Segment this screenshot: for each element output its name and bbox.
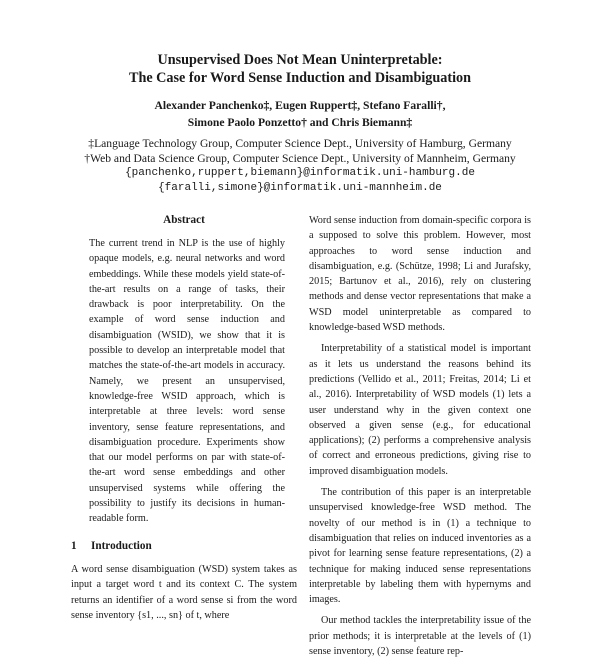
email-hamburg: {panchenko,ruppert,biemann}@informatik.uni-hamburg.de xyxy=(125,167,475,179)
right-column xyxy=(309,213,531,665)
left-column xyxy=(71,213,297,629)
affiliations xyxy=(0,136,600,196)
intro-paragraph: A word sense disambiguation (WSD) system takes as input a target word t and its context C. The system returns an identifier of a word sense si from the word sense inventory {s1, ..., sn} of t, where xyxy=(71,563,297,621)
title-line-1: Unsupervised Does Not Mean Uninterpretable: xyxy=(157,52,443,68)
section-title: Introduction xyxy=(91,539,152,552)
paragraph-wsi: Word sense induction from domain-specific corpora is a supposed to solve this problem. However, most approaches to word sense induction and disambiguation, e.g. (Schütze, 1998; Li and Jurafsky, 2015; Bartunov et al., 2016), rely on clustering methods and dense vector representations that make a WSD model uninterpretable as compared to knowledge-based WSD methods. xyxy=(309,215,531,334)
affiliation-mannheim: †Web and Data Science Group, Computer Science Dept., University of Mannheim, Germany xyxy=(84,152,516,165)
paragraph-interpretability: Interpretability of a statistical model is important as it lets us understand the reasons behind its predictions (Vellido et al., 2011; Freitas, 2014; Li et al., 2016). Interpretability of WSD models (1) lets a user understand why in the given context one observed a given sense (e.g., for educational applications); (2) performs a comprehensive analysis of correct and erroneous predictions, giving rise to improved disambiguation models. xyxy=(309,343,531,477)
authors-line-2: Simone Paolo Ponzetto† and Chris Biemann‡ xyxy=(187,116,413,129)
paragraph-contribution: The contribution of this paper is an interpretable unsupervised knowledge-free WSD method. The novelty of our method is in (1) a technique to disambiguation that relies on induced inventories as a pivot for learning sense feature representations, (2) a technique for making induced sense representations interpretable by labeling them with hypernyms and images. xyxy=(309,487,531,606)
authors-line-1: Alexander Panchenko‡, Eugen Ruppert‡, Stefano Faralli†, xyxy=(154,99,446,112)
title-line-2: The Case for Word Sense Induction and Disambiguation xyxy=(128,70,472,86)
email-mannheim: {faralli,simone}@informatik.uni-mannheim.de xyxy=(158,182,442,194)
affiliation-hamburg: ‡Language Technology Group, Computer Science Dept., University of Hamburg, Germany xyxy=(88,137,512,150)
abstract-text: The current trend in NLP is the use of highly opaque models, e.g. neural networks and word embeddings. While these models yield state-of-the-art results on a range of tasks, their drawback is poor interpretability. On the example of word sense induction and disambiguation (WSID), we show that it is possible to develop an interpretable model that matches the state-of-the-art models in accuracy. Namely, we present an unsupervised, knowledge-free WSID approach, which is interpretable at three levels: word sense inventory, sense feature representations, and disambiguation procedure. Experiments show that our model performs on par with state-of-the-art word sense embeddings and other unsupervised systems while offering the possibility to justify its decisions in human-readable form. xyxy=(89,238,285,525)
paper-title xyxy=(0,51,600,87)
section-heading-introduction xyxy=(71,539,297,554)
author-list xyxy=(0,97,600,131)
section-number: 1 xyxy=(71,539,77,552)
abstract-heading: Abstract xyxy=(163,214,205,226)
paragraph-method: Our method tackles the interpretability issue of the prior methods; it is interpretable at the levels of (1) sense inventory, (2) sense feature rep- xyxy=(309,615,531,658)
